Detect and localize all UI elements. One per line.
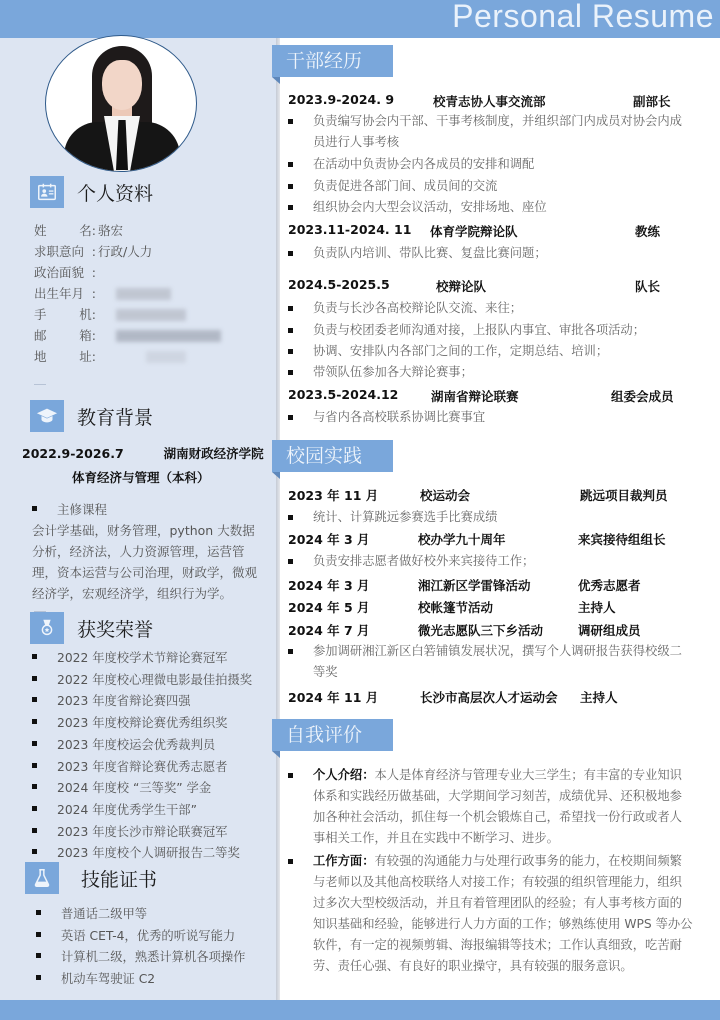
redacted-email (116, 330, 221, 342)
awards-list (32, 648, 252, 865)
skill-item: 普通话二级甲等 (36, 904, 245, 926)
info-row-birth: 出生年月 : (34, 283, 221, 304)
bullet-item: 与省内各高校联系协调比赛事宜 (288, 407, 693, 428)
section-practice-heading: 校园实践 (272, 440, 393, 472)
redacted-phone (116, 309, 186, 321)
self-eval-intro: 个人介绍：本人是体育经济与管理专业大三学生；有丰富的专业知识体系和实践经历做基础，大学期间学习刻苦，成绩优异、还积极地参加各种社会活动，抓住每一个机会锻炼自己，希望找一份行政或者人事相关工作，并且在实践中不断学习、进步。 (288, 765, 693, 849)
bullet-item: 参加调研湘江新区白箬铺镇发展状况，撰写个人调研报告获得校级二等奖 (288, 641, 693, 683)
section-title: 教育背景 (77, 406, 154, 429)
redacted-birth (116, 288, 171, 300)
name-value: 骆宏 (98, 223, 124, 238)
courses-text: 会计学基础，财务管理，python 大数据分析，经济法，人力资源管理，运营管理，资本运营与公司治理，财政学，微观经济学，宏观经济学，组织行为学。 (32, 523, 258, 601)
bullet-item: 负责队内培训、带队比赛、复盘比赛问题； (288, 243, 693, 264)
medal-icon (30, 612, 64, 644)
bullet-item: 负责促进各部门间、成员间的交流 (288, 176, 693, 197)
award-item: 2023 年度校个人调研报告二等奖 (32, 843, 252, 865)
avatar (45, 35, 197, 172)
skill-item: 英语 CET-4，优秀的听说写能力 (36, 926, 245, 948)
skills-list (36, 904, 245, 991)
bullet-item: 在活动中负责协会内各成员的安排和调配 (288, 154, 693, 175)
award-item: 2022 年度校学术节辩论赛冠军 (32, 648, 252, 670)
flask-icon (25, 862, 59, 894)
redacted-address (146, 351, 186, 363)
bullet-item: 带领队伍参加各大辩论赛事； (288, 362, 693, 383)
award-item: 2023 年度校运会优秀裁判员 (32, 735, 252, 757)
section-education-heading (30, 400, 153, 432)
section-title: 个人资料 (77, 182, 154, 205)
courses-title: 主修课程 (32, 500, 107, 518)
section-personal-heading (30, 176, 153, 208)
graduation-cap-icon (30, 400, 64, 432)
award-item: 2023 年度省辩论赛优秀志愿者 (32, 757, 252, 779)
info-row-email: 邮 箱: (34, 325, 221, 346)
education-period: 2022.9-2026.7 (22, 446, 124, 461)
award-item: 2024 年度优秀学生干部” (32, 800, 252, 822)
award-item: 2024 年度校 “三等奖” 学金 (32, 778, 252, 800)
section-skills-heading (25, 862, 157, 894)
bullet-item: 组织协会内大型会议活动，安排场地、座位 (288, 197, 693, 218)
award-item: 2023 年度校辩论赛优秀组织奖 (32, 713, 252, 735)
info-row-phone: 手 机: (34, 304, 221, 325)
award-item: 2023 年度长沙市辩论联赛冠军 (32, 822, 252, 844)
section-title: 技能证书 (81, 868, 158, 891)
self-eval-work: 工作方面：有较强的沟通能力与处理行政事务的能力，在校期间频繁与老师以及其他高校联络人对接工作；有较强的组织管理能力，组织过多次大型校级活动，并且有着管理团队的经验；有人事考核方面的知识基础和经验，能够进行人力方面的工作；够熟练使用 WPS 等办公软件，有一定的视频剪辑、海报编辑等技术；工作认真细致，吃苦耐劳、责任心强、有良好的职业操守，具有较强的服务意识。 (288, 851, 693, 977)
resume-title: Personal Resume (452, 0, 714, 34)
section-awards-heading (30, 612, 153, 644)
section-cadre-heading: 干部经历 (272, 45, 393, 77)
bullet-item: 负责与校团委老师沟通对接，上报队内事宜、审批各项活动； (288, 320, 693, 341)
skill-item: 机动车驾驶证 C2 (36, 969, 245, 991)
award-item: 2022 年度校心理微电影最佳拍摄奖 (32, 670, 252, 692)
info-row-name: 姓 名: 骆宏 (34, 220, 221, 241)
education-major: 体育经济与管理（本科） (72, 470, 210, 485)
bullet-item: 协调、安排队内各部门之间的工作，定期总结、培训； (288, 341, 693, 362)
section-title: 获奖荣誉 (77, 618, 154, 641)
id-card-icon (30, 176, 64, 208)
bullet-item: 负责安排志愿者做好校外来宾接待工作； (288, 551, 693, 572)
award-item: 2023 年度省辩论赛四强 (32, 691, 252, 713)
bullet-item: 负责编写协会内干部、干事考核制度，并组织部门内成员对协会内成员进行人事考核 (288, 111, 693, 153)
education-row (22, 444, 264, 462)
bullet-item: 统计、计算跳远参赛选手比赛成绩 (288, 507, 693, 528)
skill-item: 计算机二级，熟悉计算机各项操作 (36, 947, 245, 969)
footer-bar (0, 1000, 720, 1020)
objective-value: 行政/人力 (98, 244, 153, 259)
bullet-icon (32, 506, 37, 511)
education-school: 湖南财政经济学院 (163, 446, 264, 461)
info-row-address: 地 址: (34, 346, 221, 367)
info-row-objective: 求职意向 : 行政/人力 (34, 241, 221, 262)
bullet-item: 负责与长沙各高校辩论队交流、来往； (288, 298, 693, 319)
header-bar (0, 0, 720, 38)
section-self-eval-heading: 自我评价 (272, 719, 393, 751)
divider (34, 384, 46, 385)
personal-info-list (34, 220, 221, 367)
info-row-political: 政治面貌 : (34, 265, 96, 280)
